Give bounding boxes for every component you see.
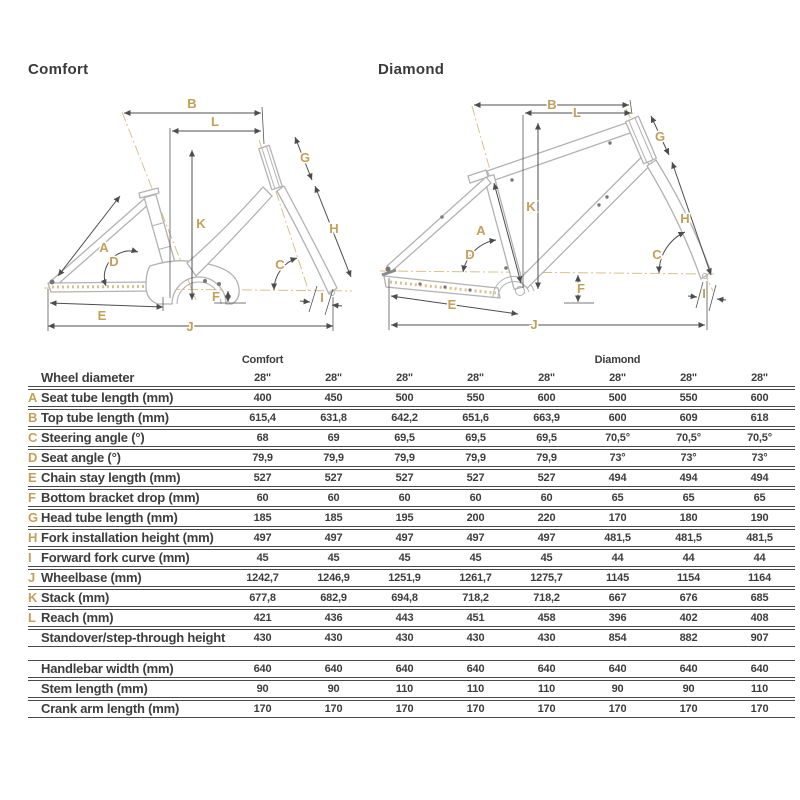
value-cell: 69,5 — [440, 429, 511, 447]
value-cell: 430 — [298, 629, 369, 647]
value-cell: 458 — [511, 609, 582, 627]
value-cell: 450 — [298, 389, 369, 407]
value-cell: 400 — [227, 389, 298, 407]
diamond-label-B: B — [547, 97, 557, 112]
row-key-letter: D — [28, 450, 38, 465]
group-header-row — [28, 352, 795, 368]
value-cell: 694,8 — [369, 589, 440, 607]
row-label-cell — [28, 660, 227, 678]
value-cell: 170 — [653, 700, 724, 718]
diamond-chainstay-rack — [384, 276, 500, 298]
value-cell: 640 — [511, 660, 582, 678]
value-cell: 663,9 — [511, 409, 582, 427]
diamond-dim-C — [659, 232, 685, 273]
value-cell: 600 — [582, 409, 653, 427]
value-cell: 907 — [724, 629, 795, 647]
value-cell: 396 — [582, 609, 653, 627]
row-label: Steering angle (°) — [41, 430, 145, 445]
comfort-dim-I — [300, 301, 310, 302]
value-cell: 28" — [227, 370, 298, 387]
spec-table-row — [28, 700, 795, 718]
value-cell: 79,9 — [369, 449, 440, 467]
value-cell: 430 — [227, 629, 298, 647]
value-cell: 481,5 — [724, 529, 795, 547]
value-cell: 28" — [724, 370, 795, 387]
value-cell: 421 — [227, 609, 298, 627]
value-cell: 527 — [369, 469, 440, 487]
value-cell: 170 — [724, 700, 795, 718]
value-cell: 550 — [653, 389, 724, 407]
comfort-fork — [277, 186, 337, 294]
value-cell: 685 — [724, 589, 795, 607]
diamond-label-F: F — [577, 281, 585, 296]
value-cell: 170 — [511, 700, 582, 718]
value-cell: 640 — [582, 660, 653, 678]
value-cell: 73° — [724, 449, 795, 467]
value-cell: 640 — [724, 660, 795, 678]
value-cell: 190 — [724, 509, 795, 527]
value-cell: 600 — [511, 389, 582, 407]
row-label-cell — [28, 589, 227, 607]
value-cell: 90 — [227, 680, 298, 698]
spec-table-row — [28, 409, 795, 427]
value-cell: 70,5° — [653, 429, 724, 447]
value-cell: 45 — [227, 549, 298, 567]
value-cell: 609 — [653, 409, 724, 427]
value-cell: 1242,7 — [227, 569, 298, 587]
value-cell: 651,6 — [440, 409, 511, 427]
row-key-letter: F — [28, 490, 36, 505]
spec-table-row — [28, 529, 795, 547]
spec-table-row — [28, 429, 795, 447]
row-label: Forward fork curve (mm) — [41, 550, 190, 565]
diamond-rack-dot — [468, 288, 471, 291]
value-cell: 408 — [724, 609, 795, 627]
spec-table-row — [28, 569, 795, 587]
value-cell: 170 — [582, 700, 653, 718]
diamond-cable-guide — [510, 178, 513, 181]
value-cell: 110 — [511, 680, 582, 698]
value-cell: 497 — [298, 529, 369, 547]
value-cell: 28" — [440, 370, 511, 387]
value-cell: 1164 — [724, 569, 795, 587]
value-cell: 45 — [298, 549, 369, 567]
value-cell: 45 — [369, 549, 440, 567]
row-label: Reach (mm) — [41, 610, 114, 625]
row-label-cell — [28, 549, 227, 567]
value-cell: 90 — [298, 680, 369, 698]
value-cell: 430 — [511, 629, 582, 647]
value-cell: 500 — [582, 389, 653, 407]
value-cell: 28" — [653, 370, 724, 387]
comfort-label-C: C — [275, 257, 285, 272]
comfort-label-L: L — [211, 114, 219, 129]
comfort-dim-I — [332, 305, 342, 306]
value-cell: 110 — [440, 680, 511, 698]
value-cell: 600 — [724, 389, 795, 407]
diamond-stay-dot — [440, 215, 443, 218]
value-cell: 527 — [298, 469, 369, 487]
spec-table-row — [28, 549, 795, 567]
value-cell: 180 — [653, 509, 724, 527]
value-cell: 481,5 — [653, 529, 724, 547]
spec-table-row — [28, 370, 795, 387]
value-cell: 718,2 — [440, 589, 511, 607]
value-cell: 44 — [653, 549, 724, 567]
value-cell: 90 — [653, 680, 724, 698]
diamond-label-H: H — [680, 211, 690, 226]
value-cell: 73° — [653, 449, 724, 467]
value-cell: 73° — [582, 449, 653, 467]
value-cell: 69,5 — [511, 429, 582, 447]
row-label: Fork installation height (mm) — [41, 530, 214, 545]
value-cell: 631,8 — [298, 409, 369, 427]
row-label-cell — [28, 680, 227, 698]
comfort-bolt-dot — [217, 282, 221, 286]
row-label-cell — [28, 370, 227, 387]
row-label-cell — [28, 509, 227, 527]
diamond-label-L: L — [573, 105, 581, 120]
group-header-comfort: Comfort — [241, 354, 284, 366]
diamond-dim-I — [688, 296, 697, 297]
frame-geometry-diagrams — [0, 0, 800, 345]
row-label: Seat tube length (mm) — [41, 390, 174, 405]
value-cell: 640 — [227, 660, 298, 678]
value-cell: 497 — [440, 529, 511, 547]
value-cell: 185 — [298, 509, 369, 527]
value-cell: 90 — [582, 680, 653, 698]
row-key-letter: L — [28, 610, 36, 625]
comfort-label-A: A — [99, 240, 109, 255]
value-cell: 60 — [369, 489, 440, 507]
value-cell: 170 — [440, 700, 511, 718]
diamond-rack-dot — [418, 282, 421, 285]
value-cell: 640 — [440, 660, 511, 678]
spec-table-row — [28, 449, 795, 467]
row-label-cell — [28, 449, 227, 467]
row-label: Crank arm length (mm) — [41, 701, 180, 716]
row-key-letter: B — [28, 410, 38, 425]
row-key-letter: G — [28, 510, 38, 525]
comfort-label-F: F — [212, 289, 220, 304]
row-key-letter: C — [28, 430, 38, 445]
value-cell: 170 — [369, 700, 440, 718]
value-cell: 497 — [369, 529, 440, 547]
value-cell: 60 — [440, 489, 511, 507]
spec-table-row — [28, 389, 795, 407]
diamond-dim-I — [717, 299, 726, 300]
diamond-label-E: E — [447, 297, 457, 312]
value-cell: 854 — [582, 629, 653, 647]
row-label-cell — [28, 569, 227, 587]
diamond-label-I: I — [702, 286, 706, 301]
value-cell: 79,9 — [440, 449, 511, 467]
diamond-diagram-title: Diamond — [378, 61, 445, 78]
row-key-letter: K — [28, 590, 38, 605]
comfort-dimensions — [48, 96, 351, 334]
spec-table-row — [28, 469, 795, 487]
row-label-cell — [28, 409, 227, 427]
value-cell: 79,9 — [227, 449, 298, 467]
value-cell: 402 — [653, 609, 724, 627]
row-label: Stem length (mm) — [41, 681, 148, 696]
value-cell: 718,2 — [511, 589, 582, 607]
row-label-cell — [28, 529, 227, 547]
value-cell: 65 — [582, 489, 653, 507]
value-cell: 682,9 — [298, 589, 369, 607]
value-cell: 220 — [511, 509, 582, 527]
diamond-rack-dot — [443, 285, 446, 288]
value-cell: 618 — [724, 409, 795, 427]
value-cell: 28" — [511, 370, 582, 387]
diamond-label-C: C — [652, 247, 662, 262]
geometry-spec-table — [28, 350, 795, 720]
diamond-label-G: G — [654, 129, 666, 144]
value-cell: 110 — [724, 680, 795, 698]
value-cell: 60 — [511, 489, 582, 507]
value-cell: 494 — [653, 469, 724, 487]
comfort-label-H: H — [329, 221, 339, 236]
diamond-axle-line — [380, 271, 716, 274]
value-cell: 1275,7 — [511, 569, 582, 587]
row-label-cell — [28, 629, 227, 647]
value-cell: 70,5° — [724, 429, 795, 447]
value-cell: 497 — [227, 529, 298, 547]
diamond-frame-drawing — [380, 106, 716, 298]
value-cell: 44 — [724, 549, 795, 567]
row-label: Chain stay length (mm) — [41, 470, 181, 485]
value-cell: 65 — [724, 489, 795, 507]
diamond-bolt-dot — [504, 266, 508, 270]
value-cell: 68 — [227, 429, 298, 447]
value-cell: 69 — [298, 429, 369, 447]
row-label-cell — [28, 389, 227, 407]
value-cell: 430 — [440, 629, 511, 647]
group-header-diamond: Diamond — [594, 354, 641, 366]
value-cell: 443 — [369, 609, 440, 627]
diamond-bottle-boss — [597, 203, 600, 206]
row-label: Head tube length (mm) — [41, 510, 178, 525]
value-cell: 677,8 — [227, 589, 298, 607]
comfort-label-K: K — [196, 216, 206, 231]
spec-table-row — [28, 609, 795, 627]
value-cell: 69,5 — [369, 429, 440, 447]
value-cell: 79,9 — [298, 449, 369, 467]
comfort-rear-dropout — [50, 280, 55, 285]
value-cell: 60 — [298, 489, 369, 507]
row-label: Stack (mm) — [41, 590, 110, 605]
row-key-letter: E — [28, 470, 37, 485]
value-cell: 45 — [440, 549, 511, 567]
comfort-dim-E — [50, 303, 163, 307]
diamond-label-A: A — [476, 223, 486, 238]
row-label: Top tube length (mm) — [41, 410, 169, 425]
diamond-label-D: D — [465, 247, 475, 262]
spec-table-row — [28, 489, 795, 507]
spec-table-row — [28, 680, 795, 698]
spec-table-row — [28, 660, 795, 678]
row-key-letter: A — [28, 390, 38, 405]
row-label: Wheelbase (mm) — [41, 570, 142, 585]
row-label: Handlebar width (mm) — [41, 661, 174, 676]
value-cell: 170 — [582, 509, 653, 527]
comfort-label-B: B — [187, 96, 197, 111]
row-key-letter: J — [28, 570, 36, 585]
row-label: Wheel diameter — [41, 370, 135, 385]
value-cell: 436 — [298, 609, 369, 627]
value-cell: 640 — [298, 660, 369, 678]
spec-table-row — [28, 509, 795, 527]
value-cell: 497 — [511, 529, 582, 547]
row-label-cell — [28, 700, 227, 718]
value-cell: 28" — [369, 370, 440, 387]
value-cell: 44 — [582, 549, 653, 567]
value-cell: 79,9 — [511, 449, 582, 467]
value-cell: 676 — [653, 589, 724, 607]
value-cell: 430 — [369, 629, 440, 647]
value-cell: 185 — [227, 509, 298, 527]
comfort-label-D: D — [109, 254, 119, 269]
value-cell: 640 — [369, 660, 440, 678]
comfort-frame-drawing — [44, 112, 352, 304]
value-cell: 500 — [369, 389, 440, 407]
value-cell: 550 — [440, 389, 511, 407]
value-cell: 70,5° — [582, 429, 653, 447]
diamond-cable-guide — [608, 141, 611, 144]
group-header-spacer — [28, 352, 227, 368]
value-cell: 1246,9 — [298, 569, 369, 587]
row-key-letter: I — [28, 550, 32, 565]
comfort-diagram-title: Comfort — [28, 61, 89, 78]
value-cell: 481,5 — [582, 529, 653, 547]
row-label: Seat angle (°) — [41, 450, 121, 465]
row-key-letter: H — [28, 530, 38, 545]
value-cell: 642,2 — [369, 409, 440, 427]
row-label: Standover/step-through height — [41, 630, 226, 645]
row-label-cell — [28, 609, 227, 627]
value-cell: 451 — [440, 609, 511, 627]
value-cell: 527 — [440, 469, 511, 487]
diamond-label-J: J — [530, 317, 538, 332]
spec-table-row — [28, 629, 795, 647]
value-cell: 494 — [582, 469, 653, 487]
value-cell: 882 — [653, 629, 724, 647]
row-label: Bottom bracket drop (mm) — [41, 490, 200, 505]
value-cell: 667 — [582, 589, 653, 607]
row-label-cell — [28, 469, 227, 487]
comfort-label-E: E — [97, 308, 107, 323]
value-cell: 494 — [724, 469, 795, 487]
value-cell: 1261,7 — [440, 569, 511, 587]
value-cell: 110 — [369, 680, 440, 698]
value-cell: 1251,9 — [369, 569, 440, 587]
row-label-cell — [28, 489, 227, 507]
value-cell: 527 — [511, 469, 582, 487]
value-cell: 1154 — [653, 569, 724, 587]
value-cell: 45 — [511, 549, 582, 567]
value-cell: 200 — [440, 509, 511, 527]
comfort-label-G: G — [299, 150, 311, 165]
comfort-label-J: J — [186, 319, 194, 334]
value-cell: 1145 — [582, 569, 653, 587]
row-label-cell — [28, 429, 227, 447]
value-cell: 60 — [227, 489, 298, 507]
section-gap-row — [28, 649, 795, 658]
diamond-bottle-boss — [605, 195, 608, 198]
value-cell: 65 — [653, 489, 724, 507]
value-cell: 640 — [653, 660, 724, 678]
value-cell: 195 — [369, 509, 440, 527]
value-cell: 170 — [298, 700, 369, 718]
diamond-top-tube — [487, 122, 633, 181]
value-cell: 527 — [227, 469, 298, 487]
comfort-label-I: I — [320, 290, 324, 305]
comfort-down-tube — [187, 187, 272, 276]
value-cell: 28" — [298, 370, 369, 387]
spec-table-row — [28, 589, 795, 607]
value-cell: 615,4 — [227, 409, 298, 427]
value-cell: 170 — [227, 700, 298, 718]
diamond-down-tube — [519, 157, 650, 288]
comfort-bolt-dot — [203, 279, 207, 283]
diamond-label-K: K — [526, 199, 536, 214]
value-cell: 28" — [582, 370, 653, 387]
